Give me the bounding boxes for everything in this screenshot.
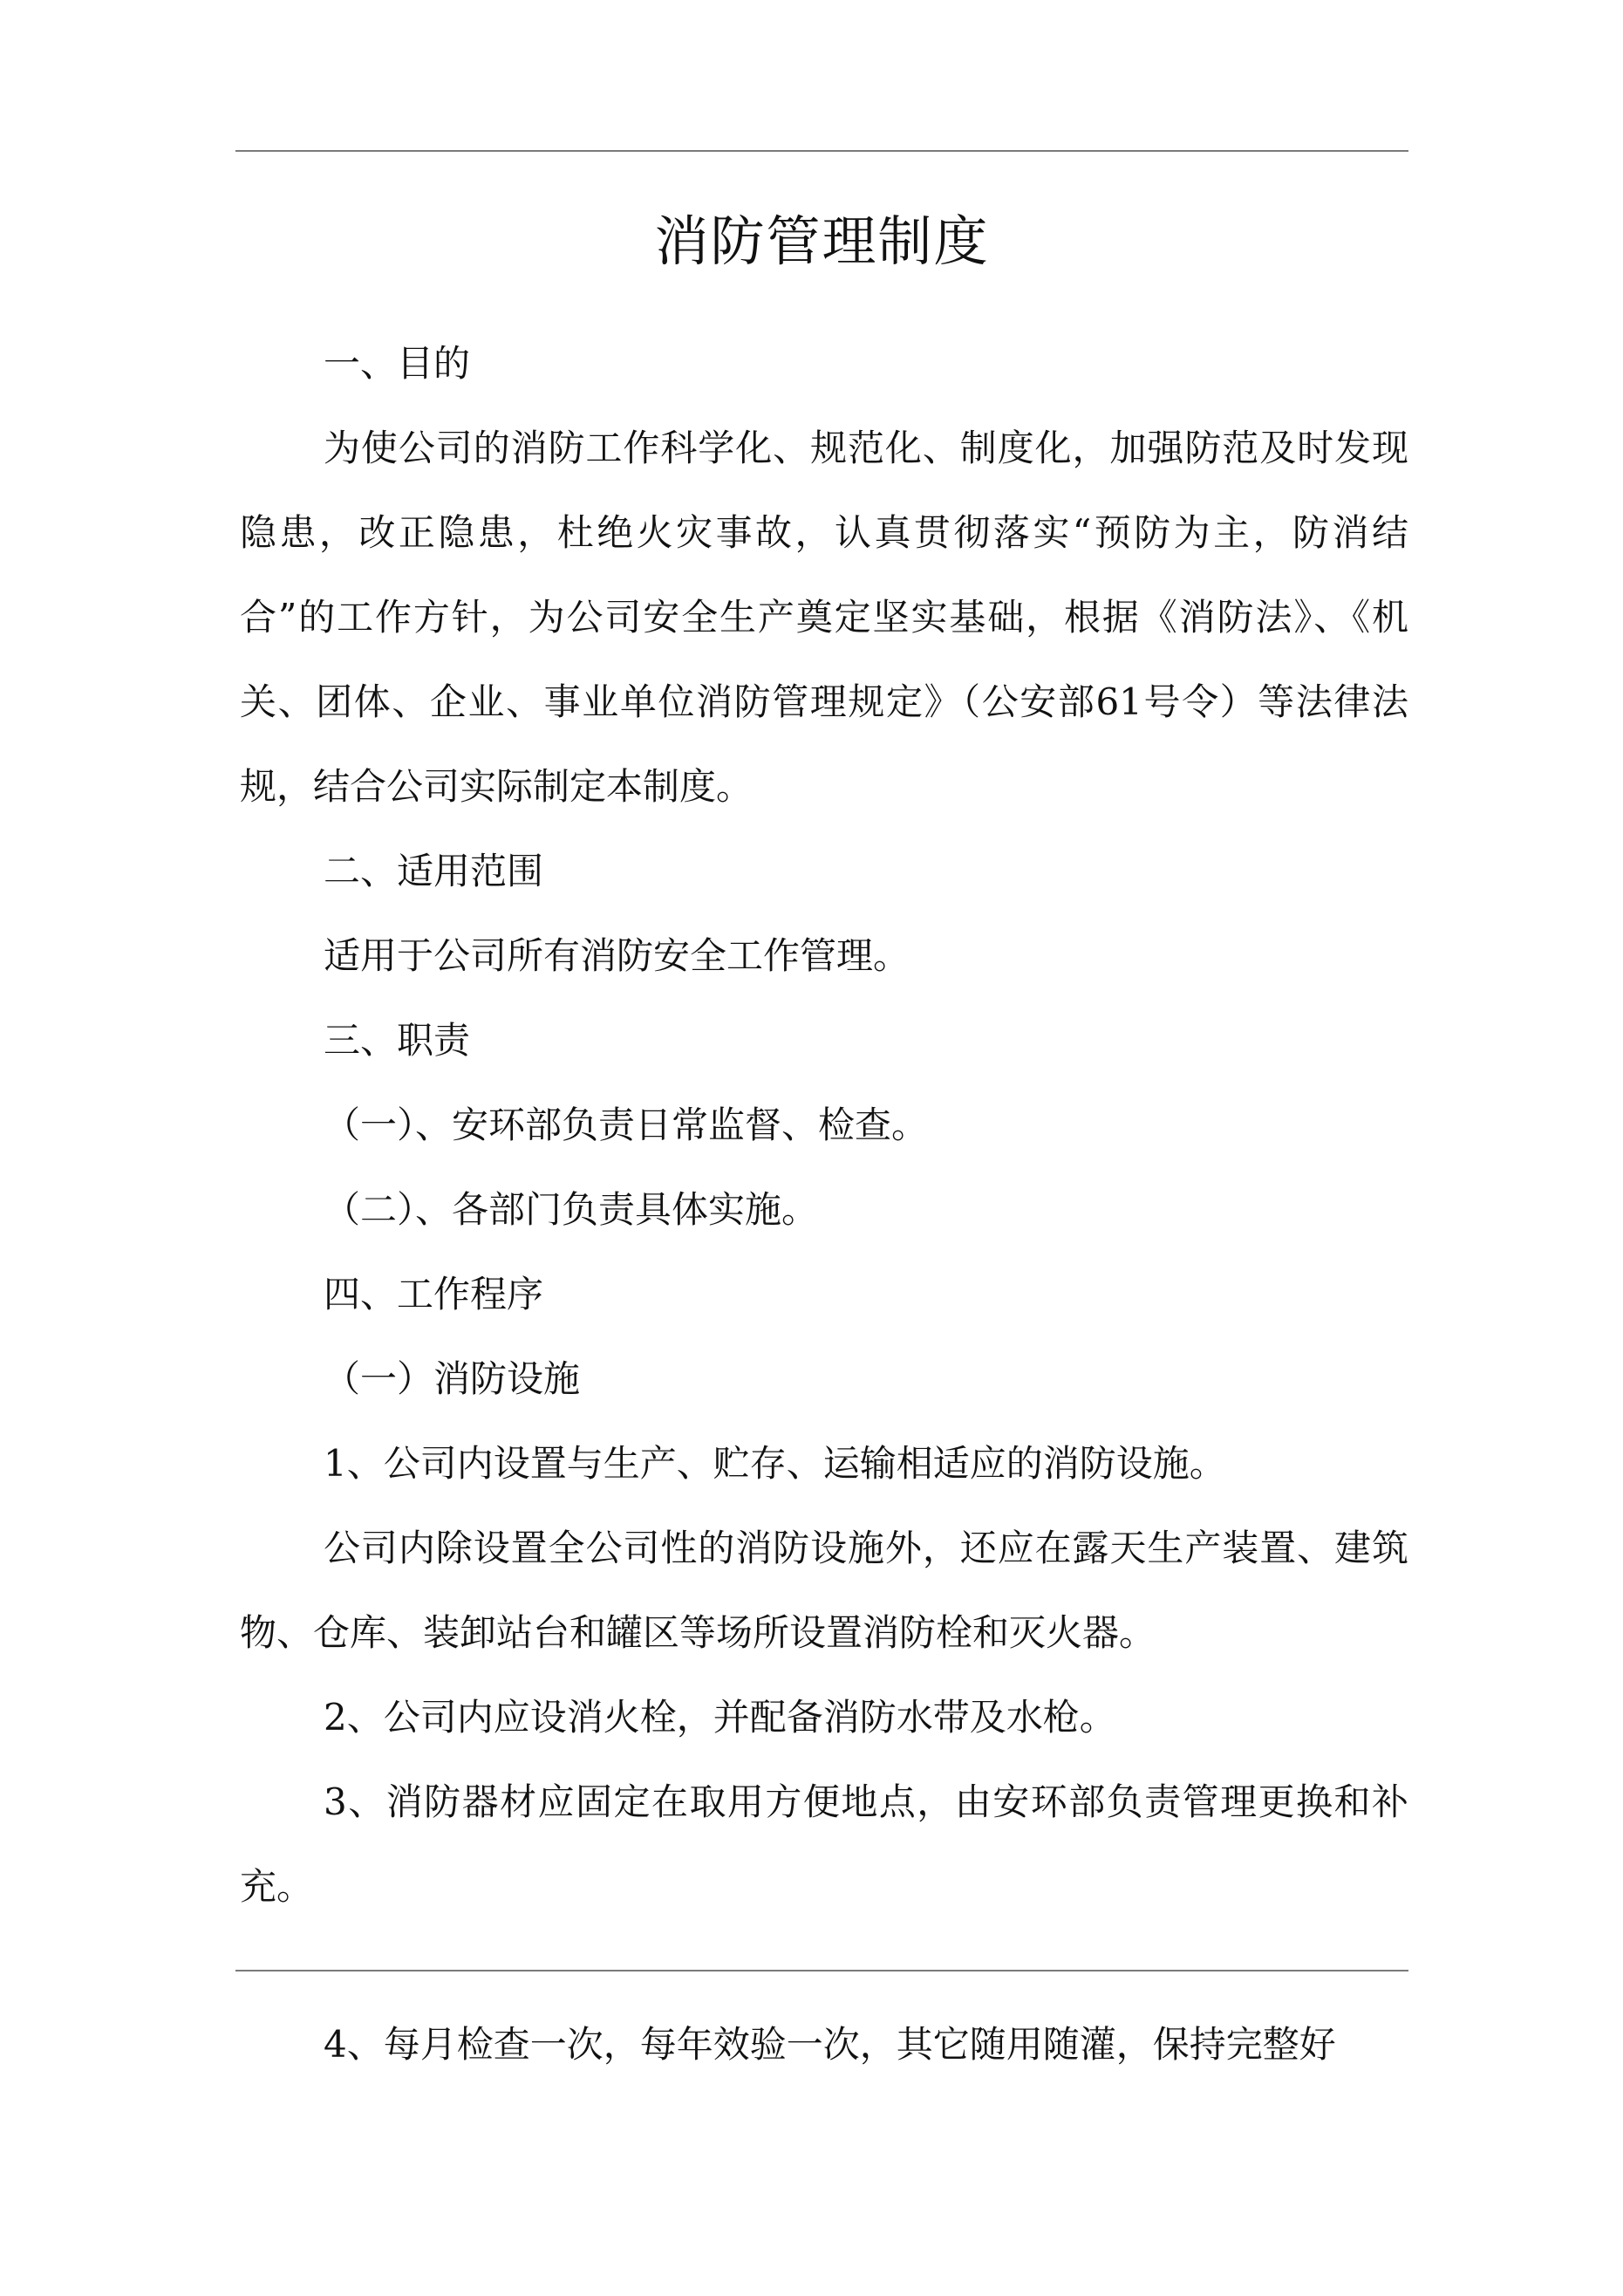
section-heading-duties: 三、职责 — [324, 1019, 471, 1062]
paragraph-item-1-detail: 公司内除设置全公司性的消防设施外，还应在露天生产装置、建筑物、仓库、装卸站台和罐区等场所设置消防栓和灭火器。 — [240, 1527, 1408, 1654]
paragraph-scope: 适用于公司所有消防安全工作管理。 — [324, 934, 910, 977]
page-break-rule — [235, 1970, 1408, 1971]
document-title: 消防管理制度 — [654, 209, 990, 273]
section-heading-purpose: 一、目的 — [324, 342, 471, 385]
paragraph-purpose: 为使公司的消防工作科学化、规范化、制度化，加强防范及时发现隐患，改正隐患，杜绝火灾事故，认真贯彻落实“预防为主，防消结合”的工作方针，为公司安全生产奠定坚实基础，根据《消防法》、《机关、团体、企业、事业单位消防管理规定》（公安部61号令）等法律法规，结合公司实际制定本制度。 — [240, 427, 1408, 808]
paragraph-duty-2: （二）、各部门负责具体实施。 — [324, 1188, 819, 1231]
section-heading-scope: 二、适用范围 — [324, 850, 544, 892]
paragraph-item-3: 3、消防器材应固定在取用方便地点，由安环部负责管理更换和补充。 — [240, 1780, 1408, 1908]
header-rule — [235, 150, 1408, 152]
paragraph-duty-1: （一）、安环部负责日常监督、检查。 — [324, 1104, 929, 1146]
paragraph-item-1: 1、公司内设置与生产、贮存、运输相适应的消防设施。 — [324, 1442, 1226, 1485]
subsection-heading-facilities: （一）消防设施 — [324, 1357, 581, 1400]
document-body — [240, 321, 1408, 1929]
section-heading-procedure: 四、工作程序 — [324, 1273, 544, 1315]
paragraph-item-2: 2、公司内应设消火栓，并配备消防水带及水枪。 — [324, 1696, 1116, 1739]
paragraph-item-4: 4、每月检查一次，每年效验一次，其它随用随灌，保持完整好 — [324, 2023, 1336, 2066]
